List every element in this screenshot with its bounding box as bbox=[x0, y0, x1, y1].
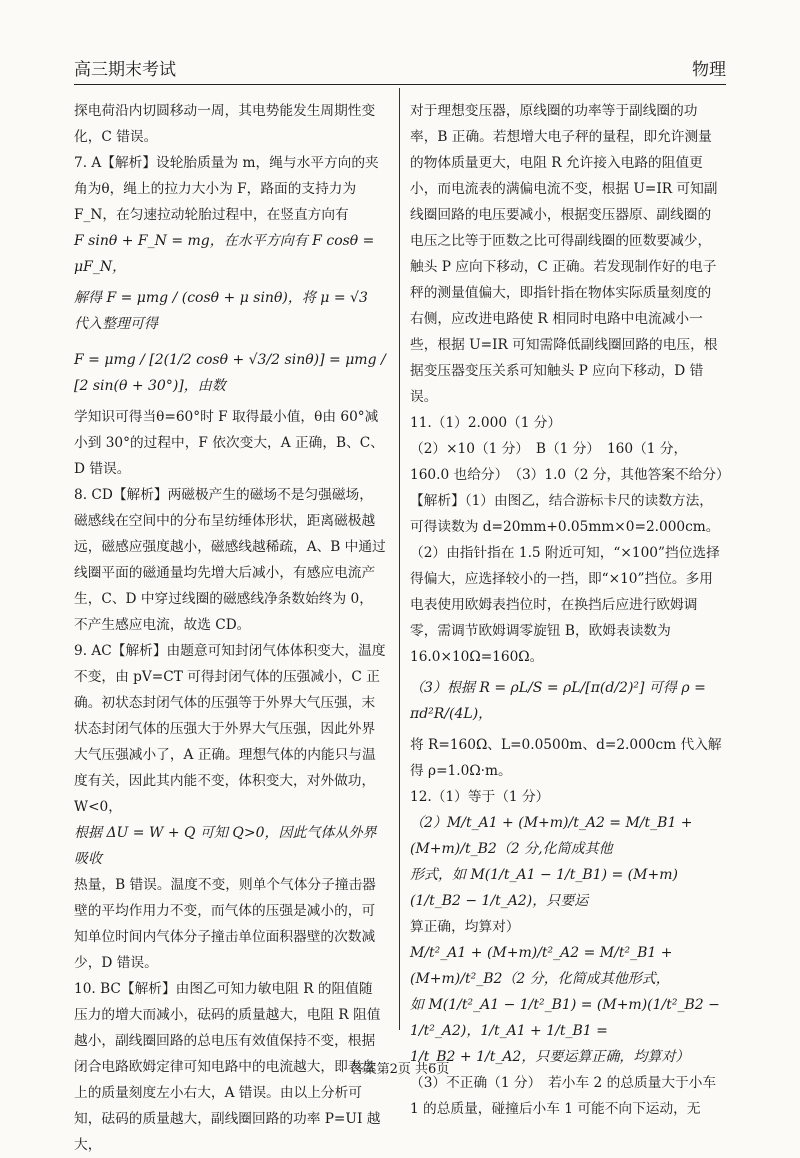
equation: （3）根据 R = ρL/S = ρL/[π(d/2)²] 可得 ρ = πd²R/(4L)， bbox=[410, 680, 706, 722]
right-column bbox=[410, 98, 730, 1122]
page-header bbox=[74, 58, 726, 85]
equation: 1/t_B2 + 1/t_A2，只要运算正确，均算对） bbox=[410, 1049, 690, 1065]
left-column bbox=[74, 98, 386, 1158]
paragraph: 8. CD【解析】两磁极产生的磁场不是匀强磁场，磁感线在空间中的分布呈纺缍体形状，距离磁极越远，磁感应强度越小，磁感线越稀疏，A、B 中通过线圈平面的磁通量均先增大后减小，有感应电流产生，C、D 中穿过线圈的磁感线净条数始终为 0，不产生感应电流，故选 CD。 bbox=[74, 487, 386, 633]
paragraph: 10. BC【解析】由图乙可知力敏电阻 R 的阻值随压力的增大而减小，砝码的质量越大，电阻 R 阻值越小，副线圈回路的总电压有效值保持不变，根据闭合电路欧姆定律可知电路中的电流越大，即表盘上的质量刻度左小右大，A 错误。由以上分析可知，砝码的质量越大，副线圈回路的功率 P=UI 越大， bbox=[74, 981, 381, 1153]
equation: 如 M(1/t²_A1 − 1/t²_B1) = (M+m)(1/t²_B2 − 1/t²_A2)，1/t_A1 + 1/t_B1 = bbox=[410, 997, 720, 1039]
answer-line: 11.（1）2.000（1 分） bbox=[410, 415, 562, 431]
paragraph: （2）由指针指在 1.5 附近可知，“×100”挡位选择得偏大，应选择较小的一挡，即“×10”挡位。多用电表使用欧姆表挡位时，在换挡后应进行欧姆调零，需调节欧姆调零旋钮 B，欧姆表读数为 16.0×10Ω=160Ω。 bbox=[410, 545, 720, 665]
column-divider bbox=[399, 88, 400, 1030]
equation: F = μmg / [2(1/2 cosθ + √3/2 sinθ)] = μmg / [2 sin(θ + 30°)]，由数 bbox=[74, 352, 386, 394]
paragraph: 9. AC【解析】由题意可知封闭气体体积变大，温度不变，由 pV=CT 可得封闭气体的压强减小，C 正确。初状态封闭气体的压强等于外界大气压强，末状态封闭气体的压强大于外界大气压强，因此外界大气压强减小了，A 正确。理想气体的内能只与温度有关，因此其内能不变，体积变大，对外做功，W<0， bbox=[74, 643, 386, 815]
answer-line: 12.（1）等于（1 分） bbox=[410, 789, 550, 805]
equation: 形式，如 M(1/t_A1 − 1/t_B1) = (M+m)(1/t_B2 − 1/t_A2)，只要运 bbox=[410, 867, 678, 909]
paragraph: 学知识可得当θ=60°时 F 取得最小值，θ由 60°减小到 30°的过程中，F 依次变大，A 正确，B、C、D 错误。 bbox=[74, 409, 384, 477]
equation: 根据 ΔU = W + Q 可知 Q>0，因此气体从外界吸收 bbox=[74, 825, 377, 867]
paragraph: 将 R=160Ω、L=0.0500m、d=2.000cm 代入解得 ρ=1.0Ω·m。 bbox=[410, 737, 722, 779]
equation: F sinθ + F_N = mg，在水平方向有 F cosθ = μF_N， bbox=[74, 233, 375, 275]
exam-title: 高三期末考试 bbox=[74, 60, 176, 80]
paragraph: 热量，B 错误。温度不变，则单个气体分子撞击器壁的平均作用力不变，而气体的压强是减小的，可知单位时间内气体分子撞击单位面积器壁的次数减少，D 错误。 bbox=[74, 877, 376, 971]
paragraph: 探电荷沿内切圆移动一周，其电势能发生周期性变化，C 错误。 bbox=[74, 103, 376, 145]
subject-title: 物理 bbox=[692, 60, 726, 80]
equation: M/t²_A1 + (M+m)/t²_A2 = M/t²_B1 + (M+m)/t²_B2（2 分，化简成其他形式， bbox=[410, 945, 673, 987]
paragraph: 对于理想变压器，原线圈的功率等于副线圈的功率，B 正确。若想增大电子秤的量程，即允许测量的物体质量更大，电阻 R 允许接入电路的阻值更小，而电流表的满偏电流不变，根据 U=IR 可知副线圈回路的电压要减小，根据变压器原、副线圈的电压之比等于匝数之比可得副线圈的匝数要减少，触头 P 应向下移动，C 正确。若发现制作好的电子秤的测量值偏大，即指针指在物体实际质量刻度的右侧，应改进电路使 R 相同时电路中电流减小一些，根据 U=IR 可知需降低副线圈回路的电压，根据变压器变压关系可知触头 P 应向下移动，D 错误。 bbox=[410, 103, 718, 405]
answer-line: （2）×10（1 分） B（1 分） 160（1 分，160.0 也给分） （3）1.0（2 分，其他答案不给分） bbox=[410, 441, 730, 483]
equation: 解得 F = μmg / (cosθ + μ sinθ)，将 μ = √3 代入整理可得 bbox=[74, 290, 368, 332]
equation: （2）M/t_A1 + (M+m)/t_A2 = M/t_B1 + (M+m)/t_B2（2 分,化简成其他 bbox=[410, 815, 693, 857]
paragraph: （3）不正确（1 分） 若小车 2 的总质量大于小车 1 的总质量，碰撞后小车 1 可能不向下运动，无 bbox=[410, 1075, 717, 1117]
page-footer: 答案第2页 共6页 bbox=[350, 1062, 450, 1077]
paragraph: 【解析】（1）由图乙，结合游标卡尺的读数方法，可得读数为 d=20mm+0.05mm×0=2.000cm。 bbox=[410, 493, 720, 535]
paragraph: 算正确，均算对） bbox=[410, 919, 520, 935]
paragraph: 7. A【解析】设轮胎质量为 m，绳与水平方向的夹角为θ，绳上的拉力大小为 F，路面的支持力为 F_N，在匀速拉动轮胎过程中，在竖直方向有 bbox=[74, 155, 379, 223]
